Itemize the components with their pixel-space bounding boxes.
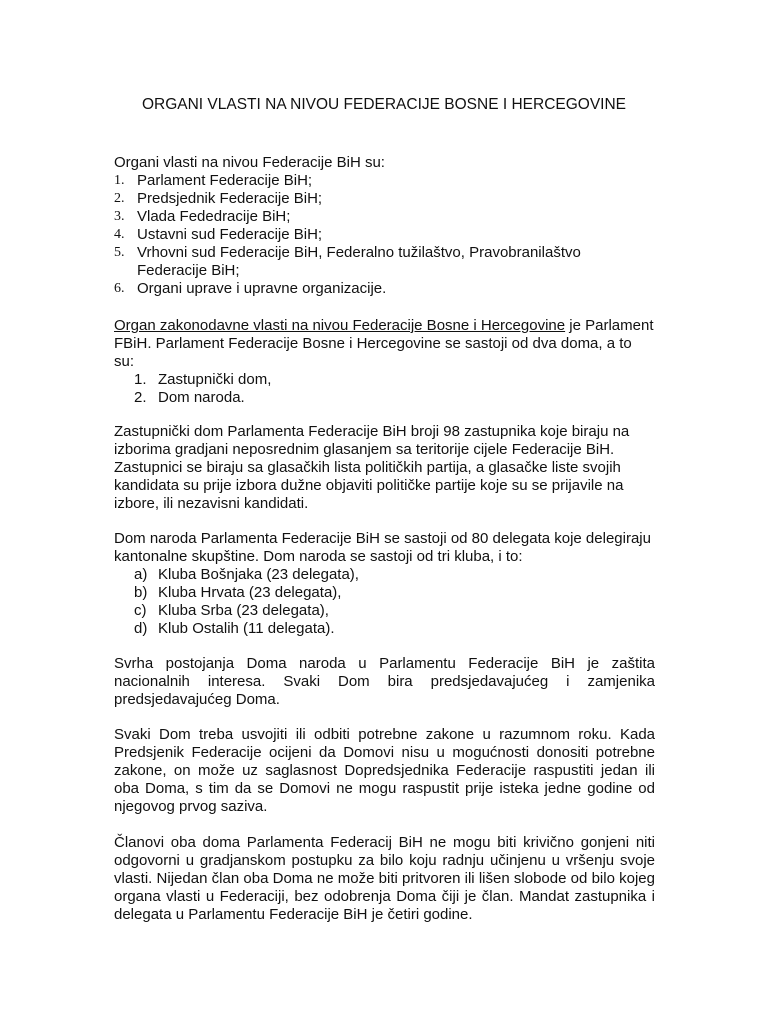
list-item [114,566,655,584]
list-text: Parlament Federacije BiH; [137,172,313,189]
list-item [114,620,655,638]
list-number: 5. [114,245,125,260]
list-text: Kluba Srba (23 delegata), [158,602,329,619]
list-number: a) [134,566,148,583]
paragraph-representatives: Zastupnički dom Parlamenta Federacije BiH broji 98 zastupnika koje biraju na izborima gradjani neposrednim glasanjem sa teritorije cijele Federacije BiH. Zastupnici se biraju sa glasačkih lista političkih partija, a glasačke liste svojih kandidata su prije izbora dužne objaviti političke partije koje su se prijavile na izbore, ili nezavisni kandidati. [114,423,630,512]
list-number: b) [134,584,148,601]
list-number: 1. [134,371,147,388]
list-number: 2. [114,191,125,206]
list-item [114,172,655,190]
list-item [114,280,655,298]
list-item [114,602,655,620]
list-number: 4. [114,227,125,242]
list-text: Organi uprave i upravne organizacije. [137,280,387,297]
list-item [114,190,655,208]
list-text: Dom naroda. [158,389,245,406]
legislature-section [114,317,655,407]
paragraph [114,317,655,371]
list-number: 6. [114,281,125,296]
list-text: Kluba Hrvata (23 delegata), [158,584,342,601]
list-text: Zastupnički dom, [158,371,272,388]
list-number: 3. [114,209,125,224]
clubs-list [114,566,655,638]
organs-list [114,172,655,298]
list-item [114,208,655,226]
list-text: Kluba Bošnjaka (23 delegata), [158,566,359,583]
list-item [114,584,655,602]
list-number: 1. [114,173,125,188]
list-item [114,244,655,280]
paragraph-purpose: Svrha postojanja Doma naroda u Parlamentu Federacije BiH je zaštita nacionalnih interesa. Svaki Dom bira predsjedavajućeg i zamjenika predsjedavajućeg Doma. [114,655,655,708]
list-item [114,226,655,244]
paragraph-dissolution: Svaki Dom treba usvojiti ili odbiti potrebne zakone u razumnom roku. Kada Predsjenik Federacije ocijeni da Domovi nisu u mogućnosti donositi potrebne zakone, on može uz saglasnost Dopredsjednika Federacije raspustiti jedan ili oba Doma, s tim da se Domovi ne mogu raspustit prije isteka jedne godine od njegovog prvog saziva. [114,726,655,815]
paragraph-text: Dom naroda Parlamenta Federacije BiH se sastoji od 80 delegata koje delegiraju kantonalne skupštine. Dom naroda se sastoji od tri kluba, i to: [114,530,651,565]
list-text: Predsjednik Federacije BiH; [137,190,323,207]
list-text: Ustavni sud Federacije BiH; [137,226,323,243]
houses-list [114,371,655,407]
list-text: Vrhovni sud Federacije BiH, Federalno tužilaštvo, Pravobranilaštvo Federacije BiH; [137,244,581,279]
intro-text: Organi vlasti na nivou Federacije BiH su: [114,154,385,171]
list-number: 2. [134,389,147,406]
paragraph-immunity: Članovi oba doma Parlamenta Federacij BiH ne mogu biti krivično gonjeni niti odgovorni u gradjanskom postupku za bilo koju radnju učinjenu u vršenju svoje vlasti. Nijedan član oba Doma ne može biti pritvoren ili lišen slobode od bilo kojeg organa vlasti u Federaciji, bez odobrenja Doma čiji je član. Mandat zastupnika i delegata u Parlamentu Federacije BiH je četiri godine. [114,834,655,923]
paragraph-text: je Parlament FBiH. Parlament Federacije Bosne i Hercegovine se sastoji od dva doma, a to su: [114,317,654,370]
underlined-heading: Organ zakonodavne vlasti na nivou Federacije Bosne i Hercegovine [114,317,566,334]
list-item [114,371,655,389]
organs-section [114,154,655,298]
list-item [114,389,655,407]
list-number: c) [134,602,147,619]
list-text: Vlada Fededracije BiH; [137,208,291,225]
document-title: ORGANI VLASTI NA NIVOU FEDERACIJE BOSNE I HERCEGOVINE [141,96,627,113]
list-text: Klub Ostalih (11 delegata). [158,620,335,637]
peoples-house-section [114,530,655,638]
list-number: d) [134,620,148,637]
